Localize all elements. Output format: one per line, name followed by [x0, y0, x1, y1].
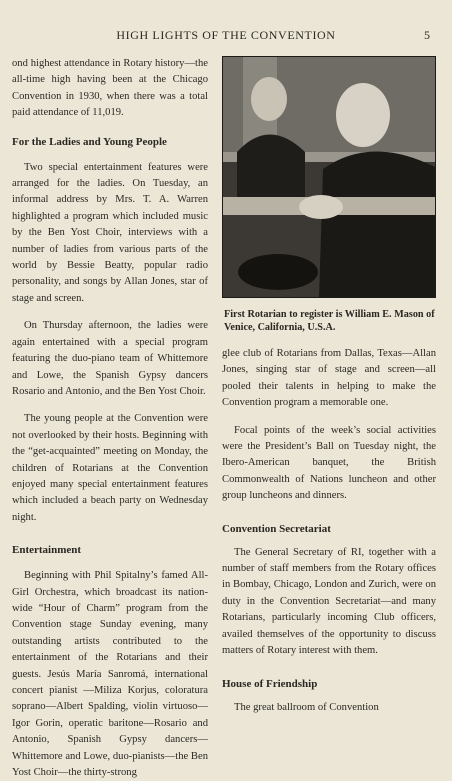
right-column: [222, 56, 436, 716]
running-head: HIGH LIGHTS OF THE CONVENTION: [116, 28, 336, 42]
paragraph: Two special entertainment features were arranged for the ladies. On Tuesday, an informal address by Mrs. T. A. Warren highlighted a program which included music by the Ben Yost Choir, interviews with a number of ladies from various parts of the world by Bessie Beatty, popular radio personality, and songs by Allan Jones, star of stage and screen.: [12, 161, 208, 304]
section-heading-secretariat: Convention Secretariat: [222, 522, 331, 535]
paragraph: Beginning with Phil Spitalny’s famed All-Girl Orchestra, which broadcast its nation-wide “Hour of Charm” program from the Convention stage Sunday evening, many outstanding artists contributed to the entertainment of the Rotarians and their guests. Jesús María Sanromá, international concert pianist —Miliza Korjus, coloratura soprano—Albert Spalding, violin virtuoso—Igor Gorin, operatic baritone—Rosario and Antonio, Spanish Gypsy dancers—Whittemore and Lowe, duo-pianists—the Ben Yost Choir—the thirty-strong: [12, 570, 208, 779]
paragraph: glee club of Rotarians from Dallas, Texas—Allan Jones, singing star of stage and screen—all pooled their talents in helping to make the Convention program a memorable one.: [222, 348, 436, 409]
section-heading-friendship: House of Friendship: [222, 677, 318, 690]
left-column: [12, 56, 208, 781]
paragraph: The General Secretary of RI, together with a number of staff members from the Rotary offices in Bombay, Chicago, London and Zurich, were on duty in the Convention Secretariat—and many Rotarians, particularly incoming Club officers, availed themselves of the opportunity to discuss matters of Rotary interest with them.: [222, 546, 436, 657]
photo-illustration: [223, 57, 435, 297]
section-heading-ladies: For the Ladies and Young People: [12, 135, 167, 148]
photo-caption: First Rotarian to register is William E. Mason of Venice, California, U.S.A.: [224, 309, 435, 333]
paragraph: The young people at the Convention were not overlooked by their hosts. Beginning with the “get-acquainted” meeting on Monday, the children of Rotarians at the Convention enjoyed many special entertainment features which included a beach party on Wednesday night.: [12, 413, 208, 523]
paragraph: Focal points of the week’s social activities were the President’s Ball on Tuesday night, the Ibero-American banquet, the British Commonwealth of Nations luncheon and other group luncheons and dinners.: [222, 424, 436, 502]
page-number: 5: [424, 28, 430, 42]
paragraph: The great ballroom of Convention: [234, 701, 379, 713]
paragraph: ond highest attendance in Rotary history—the all-time high having been at the Chicago Convention in 1930, when there was a total paid attendance of 11,019.: [12, 58, 208, 119]
paragraph: On Thursday afternoon, the ladies were again entertained with a special program featuring the duo-piano team of Whittemore and Lowe, the Spanish Gypsy dancers Rosario and Antonio, and the Ben Yost Choir.: [12, 320, 208, 397]
registration-photo: [222, 56, 436, 298]
section-heading-entertainment: Entertainment: [12, 544, 82, 557]
